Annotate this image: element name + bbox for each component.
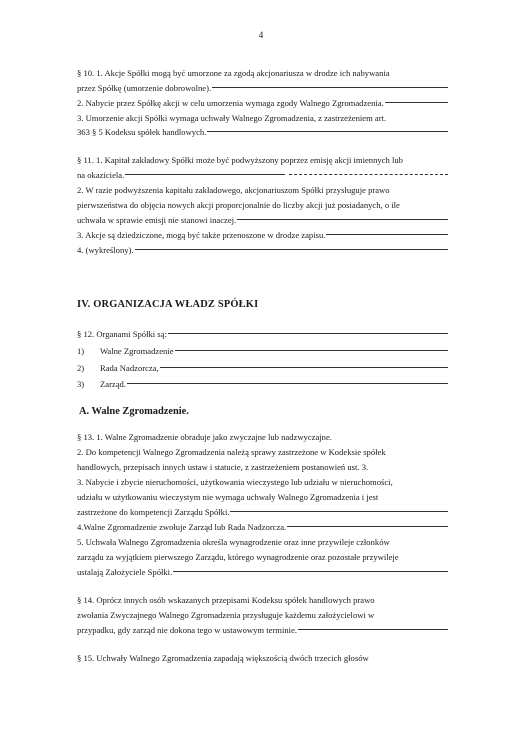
fill-line [173,571,448,572]
organ-item-1: 1) Walne Zgromadzenie [77,346,448,357]
section-13-line-2: 2. Do kompetencji Walnego Zgromadzenia należą sprawy zastrzeżone w Kodeksie spółek [77,447,386,457]
section-11-line-5: uchwała w sprawie emisji nie stanowi inaczej. [77,215,448,226]
section-11-line-1: § 11. 1. Kapitał zakładowy Spółki może być podwyższony poprzez emisję akcji imiennych lub [77,155,403,165]
section-a-heading: A. Walne Zgromadzenie. [79,406,189,417]
section-13-line-5: udziału w użytkowaniu wieczystym nie wymaga uchwały Walnego Zgromadzenia i jest [77,492,379,502]
fill-line [160,367,448,368]
section-10-line-2: przez Spółkę (umorzenie dobrowolne). [77,83,448,94]
section-11-line-4: pierwszeństwa do objęcia nowych akcji proporcjonalnie do liczby akcji już posiadanych, o ile [77,200,400,210]
section-14-line-3: przypadku, gdy zarząd nie dokona tego w ustawowym terminie. [77,625,448,636]
organ-item-3: 3) Zarząd. [77,379,448,390]
section-14-line-2: zwołania Zwyczajnego Walnego Zgromadzenia przysługuje każdemu założycielowi w [77,610,375,620]
fill-line [175,350,448,351]
section-14-line-1: § 14. Oprócz innych osób wskazanych przepisami Kodeksu spółek handlowych prawo [77,595,375,605]
fill-line [207,131,448,132]
fill-line [212,87,448,88]
section-13-line-9: zarządu za wyjątkiem pierwszego Zarządu, którego wynagrodzenie oraz pozostałe przywileje [77,552,399,562]
section-10-line-4: 3. Umorzenie akcji Spółki wymaga uchwały Walnego Zgromadzenia, z zastrzeżeniem art. [77,113,387,123]
fill-line [326,234,448,235]
section-13-line-7: 4.Walne Zgromadzenie zwołuje Zarząd lub Rada Nadzorcza. [77,522,448,533]
fill-line [168,333,448,334]
fill-line [289,174,448,175]
fill-line [237,219,448,220]
fill-line [287,526,448,527]
fill-line [298,629,448,630]
section-11-line-7: 4. (wykreślony). [77,245,448,256]
section-11-line-3: 2. W razie podwyższenia kapitału zakładowego, akcjonariuszom Spółki przysługuje prawo [77,185,390,195]
page-number: 4 [258,30,264,40]
section-13-line-10: ustalają Założyciele Spółki. [77,567,448,578]
section-13-line-8: 5. Uchwała Walnego Zgromadzenia określa wynagrodzenie oraz inne przywileje członków [77,537,390,547]
section-13-line-4: 3. Nabycie i zbycie nieruchomości, użytkowania wieczystego lub udziału w nieruchomości, [77,477,393,487]
section-11-line-6: 3. Akcje są dziedziczone, mogą być także przenoszone w drodze zapisu. [77,230,448,241]
section-13-line-3: handlowych, przepisach innych ustaw i statucie, z zastrzeżeniem postanowień ust. 3. [77,462,369,472]
organ-item-2: 2) Rada Nadzorcza, [77,363,448,374]
section-15-line-1: § 15. Uchwały Walnego Zgromadzenia zapadają większością dwóch trzecich głosów [77,653,369,663]
fill-line [135,249,448,250]
section-10-line-5: 363 § 5 Kodeksu spółek handlowych. [77,127,448,138]
chapter-iv-heading: IV. ORGANIZACJA WŁADZ SPÓŁKI [77,299,259,310]
fill-line [230,511,448,512]
fill-line [385,102,448,103]
section-13-line-1: § 13. 1. Walne Zgromadzenie obraduje jako zwyczajne lub nadzwyczajne. [77,432,332,442]
section-11-line-2: na okaziciela. [77,170,448,181]
fill-line [127,383,448,384]
section-10-line-3: 2. Nabycie przez Spółkę akcji w celu umorzenia wymaga zgody Walnego Zgromadzenia. [77,98,448,109]
section-13-line-6: zastrzeżone do kompetencji Zarządu Spółki. [77,507,448,518]
fill-line [125,174,284,175]
section-10-line-1: § 10. 1. Akcje Spółki mogą być umorzone za zgodą akcjonariusza w drodze ich nabywania [77,68,390,78]
section-12-intro: § 12. Organami Spółki są: [77,329,448,340]
